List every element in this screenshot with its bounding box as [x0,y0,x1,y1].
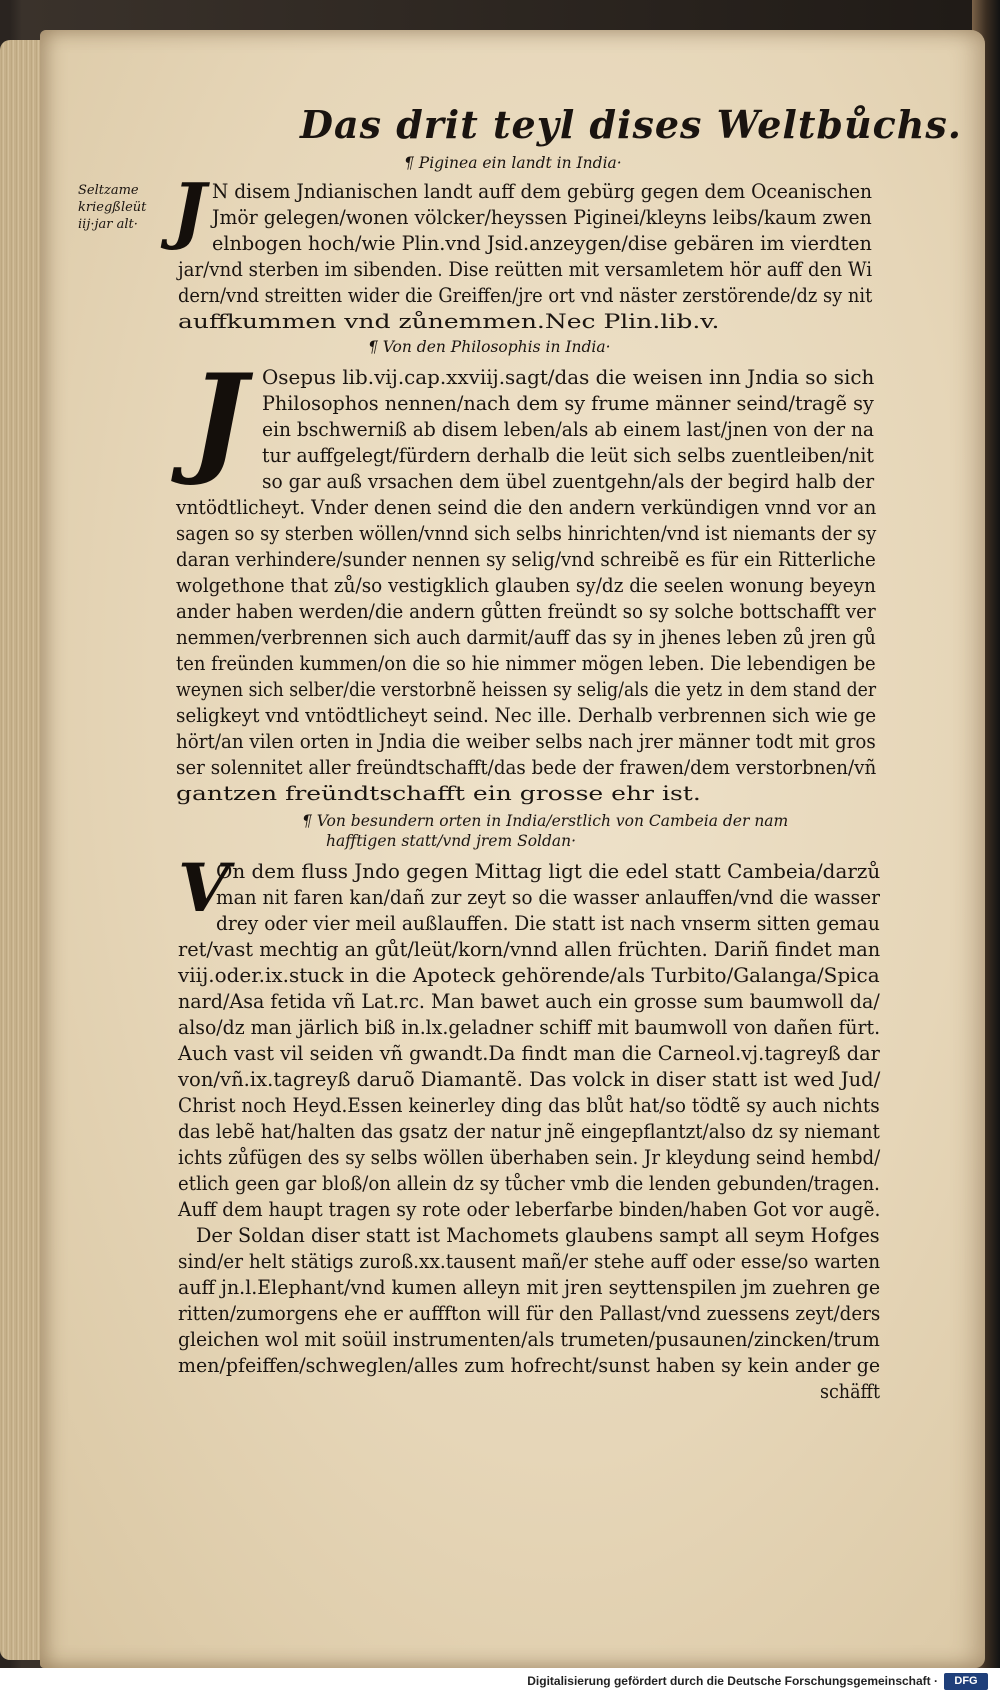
text-line: gleichen wol mit soüil instrumenten/als trumeten/pusaunen/zincken/trum [178,1327,880,1351]
text-line: so gar auß vrsachen dem übel zuentgehn/als der begird halb der [262,469,875,493]
text-line: sagen so sy sterben wöllen/vnnd sich selbs hinrichten/vnd ist niemants der sy [176,521,877,545]
text-line: jar/vnd sterben im sibenden. Dise reütten mit versamletem hör auff den Wi [178,257,873,281]
text-line: Jmör gelegen/wonen völcker/heyssen Piginei/kleyns leibs/kaum zwen [212,205,872,229]
text-line: ritten/zumorgens ehe er aufffton will für den Pallast/vnd zuessens zeyt/ders [178,1301,881,1325]
text-line: ichts zůfügen des sy selbs wöllen überhaben sein. Jr kleydung seind hembd/ [178,1145,881,1169]
text-line: also/dz man järlich biß in.lx.geladner schiff mit baumwoll von dañen fürt. [178,1015,881,1039]
section-heading-philosophis: ¶ Von den Philosophis in India· [368,338,611,356]
text-line: Christ noch Heyd.Essen keinerley ding das blůt hat/so tödtẽ sy auch nichts [178,1093,880,1117]
text-line: Auff dem haupt tragen sy rote oder leberfarbe binden/haben Got vor augẽ. [178,1197,881,1221]
section-heading-cambeia-cont: hafftigen statt/vnd jrem Soldan· [326,832,577,850]
text-line: vntödtlicheyt. Vnder denen seind die den andern verkündigen vnnd vor an [176,495,877,519]
text-line: auff jn.l.Elephant/vnd kumen alleyn mit jren seyttenspilen jm zuehren ge [178,1275,881,1299]
text-line: ser solennitet aller freündtschafft/das bede der frawen/dem verstorbnen/vñ [176,755,877,779]
text-line: elnbogen hoch/wie Plin.vnd Jsid.anzeygen/dise gebären im vierdten [212,231,872,255]
footer-bar [0,1668,1000,1696]
text-line: ander haben werden/die andern gůtten freündt so sy solche bottschafft ver [176,599,876,623]
book-fore-edge [0,40,40,1660]
text-line: Auch vast vil seiden vñ gwandt.Da findt man die Carneol.vj.tagreyß dar [178,1041,880,1065]
text-line: drey oder vier meil außlauffen. Die statt ist nach vnserm sitten gemau [216,911,880,935]
text-line: Osepus lib.vij.cap.xxviij.sagt/das die weisen inn Jndia so sich [262,365,875,389]
text-line: hört/an vilen orten in Jndia die weiber selbs nach jrer männer todt mit gros [176,729,876,753]
text-line: daran verhindere/sunder nennen sy selig/vnd schreibẽ es für ein Ritterliche [176,547,876,571]
text-line: men/pfeiffen/schweglen/alles zum hofrecht/sunst haben sy kein ander ge [178,1353,881,1377]
text-line: weynen sich selber/die verstorbnẽ heissen sy selig/als die yetz in dem stand der [176,677,877,701]
text-line: gantzen freündtschafft ein grosse ehr ist. [176,781,701,805]
text-line: N disem Jndianischen landt auff dem gebürg gegen dem Oceanischen [212,179,873,203]
text-line: tur auffgelegt/fürdern derhalb die leüt sich selbs zuentleiben/nit [262,443,874,467]
text-line: sind/er helt stätigs zuroß.xx.tausent mañ/er stehe auff oder esse/so warten [178,1249,881,1273]
text-line: auffkummen vnd zůnemmen.Nec Plin.lib.v. [178,309,720,333]
drop-initial-j-1: J [172,167,207,252]
drop-initial-j-2: J [190,348,247,489]
text-line: etlich geen gar bloß/on allein dz sy tůcher vmb die lenden gebunden/tragen. [178,1171,880,1195]
section-heading-piginea: ¶ Piginea ein landt in India· [404,154,622,172]
marginal-note: Seltzame kriegßleüt iij·jar alt· [78,183,147,232]
text-line: man nit faren kan/dañ zur zeyt so die wasser anlauffen/vnd die wasser [216,885,881,909]
text-line: wolgethone that zů/so vestigklich glauben sy/dz die seelen wonung beyeyn [176,573,876,597]
text-line: seligkeyt vnd vntödtlicheyt seind. Nec ille. Derhalb verbrennen sich wie ge [176,703,877,727]
text-line: ten freünden kummen/on die so hie nimmer mögen leben. Die lebendigen be [176,651,876,675]
dfg-logo: DFG [944,1673,988,1690]
digitization-credit: Digitalisierung gefördert durch die Deutsche Forschungsgemeinschaft · [527,1674,938,1688]
text-line: ein bschwerniß ab disem leben/als ab einem last/jnen von der na [262,417,875,441]
text-line: von/vñ.ix.tagreyß daruõ Diamantẽ. Das volck in diser statt ist wed Jud/ [178,1067,881,1091]
text-line: On dem fluss Jndo gegen Mittag ligt die edel statt Cambeia/darzů [216,859,881,883]
text-line: nemmen/verbrennen sich auch darmit/auff das sy in jhenes leben zů jren gů [176,625,876,649]
section-heading-cambeia: ¶ Von besundern orten in India/erstlich von Cambeia der nam [302,812,789,830]
running-title: Das drit teyl dises Weltbůchs. [300,102,963,147]
text-line: das lebẽ hat/halten das gsatz der natur jnẽ eingepflantzt/also dz sy niemant [178,1119,880,1143]
text-line: nard/Asa fetida vñ Lat.rc. Man bawet auch ein grosse sum baumwoll da/ [178,989,880,1013]
drop-initial-v: V [178,849,230,927]
text-line: Der Soldan diser statt ist Machomets glaubens sampt all seym Hofges [196,1223,880,1247]
text-line: viij.oder.ix.stuck in die Apoteck gehörende/als Turbito/Galanga/Spica [178,963,880,987]
text-line: dern/vnd streitten wider die Greiffen/jre ort vnd näster zerstörende/dz sy nit [178,283,873,307]
catchword: schäfft [820,1379,881,1403]
text-line: ret/vast mechtig an gůt/leüt/korn/vnnd allen früchten. Dariñ findet man [178,937,881,961]
text-line: Philosophos nennen/nach dem sy frume männer seind/tragẽ sy [262,391,874,415]
